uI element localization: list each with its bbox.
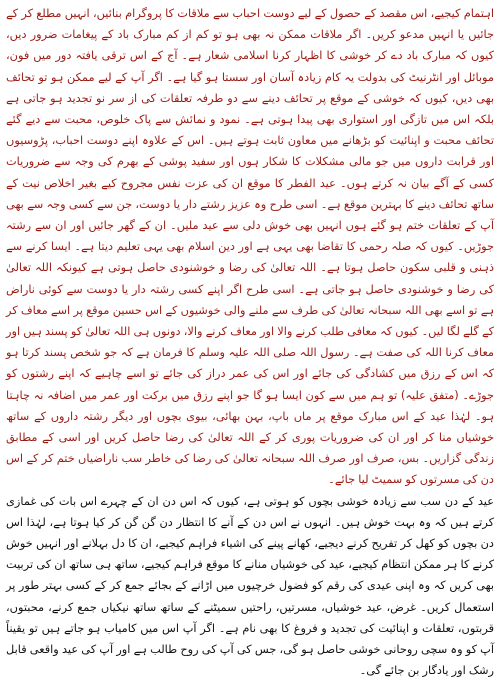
- article-paragraph-2: عید کے دن سب سے زیادہ خوشی بچوں کو ہوتی ہے، کیوں کہ اس دن ان کے چہرے اس بات کی غمازی کرتے ہیں کہ وہ بہت خوش ہیں۔ انہوں نے اس دن کے آنے کا انتظار دن گن گن کر کیا ہوتا ہے، لہٰذا اس دن بچوں کو کھل کر تفریح کرنے دیجیے، کھانے پینے کی اشیاء فراہم کیجیے، ان کا دل بہلانے اور انہیں خوش کرنے کا ہر ممکن انتظام کیجیے، عید کی خوشیاں منانے کا موقع فراہم کیجیے، ساتھ ہی ساتھ ان کی تربیت بھی کریں کہ وہ اپنی عیدی کی رقم کو فضول خرچیوں میں اڑانے کے بجائے جمع کر کے کسی بہتر طور پر استعمال کریں۔ غرض، عید خوشیاں، مسرتیں، راحتیں سمیٹنے کے ساتھ ساتھ نیکیاں جمع کرنے، محبتوں، قربتوں، تعلقات و اپنائیت کی تجدید و فروغ کا بھی نام ہے۔ اگر آپ اس میں کامیاب ہو جاتے ہیں تو یقیناً آپ کو وہ سچی روحانی خوشی حاصل ہو گی، جس کی آپ کی روح طالب ہے اور آپ کی عید واقعی قابل رشک اور یادگار بن جائے گی۔: [6, 493, 494, 678]
- article-paragraph-1: اہتمام کیجیے، اس مقصد کے حصول کے لیے دوست احباب سے ملاقات کا پروگرام بنائیں، انہیں مطلع کر کے جائیں یا انہیں مدعو کریں۔ اگر ملاقات ممکن نہ بھی ہو تو کم از کم مبارک باد کے پیغامات ضرور دیں، کیوں کہ مبارک باد دے کر خوشی کا اظہار کرنا اسلامی شعار ہے۔ آج کے اس ترقی یافتہ دور میں فون، موبائل اور انٹرنیٹ کی بدولت یہ کام زیادہ آسان اور سستا ہو گیا ہے۔ اگر آپ کے لیے ممکن ہو تو تحائف بھی دیں، کیوں کہ خوشی کے موقع پر تحائف دینے سے دو طرفہ تعلقات کی از سر نو تجدید ہو جاتی ہے بلکہ اس میں تازگی اور استواری بھی پیدا ہوتی ہے۔ نمود و نمائش سے پاک خلوص، محبت سے دیے گئے تحائف محبت و اپنائیت کو بڑھانے میں معاون ثابت ہوتے ہیں۔ اس کے علاوہ اپنے دوست احباب، پڑوسیوں اور قرابت داروں میں جو مالی مشکلات کا شکار ہوں اور سفید پوشی کے بھرم کی وجہ سے ضروریات کسی کے آگے بیان نہ کرتے ہوں۔ عید الفطر کا موقع ان کی عزت نفس مجروح کیے بغیر اخلاص نیت کے ساتھ تحائف دینے کا بہترین موقع ہے۔ اسی طرح وہ عزیز رشتے دار یا دوست، جن سے کسی وجہ سے بھی آپ کے تعلقات ختم ہو گئے ہوں انہیں بھی خوش دلی سے عید ملیں۔ ان کے گھر جائیں اور ان سے رشتہ جوڑیں۔ کیوں کہ صلہ رحمی کا تقاضا بھی یہی ہے اور دین اسلام بھی یہی تعلیم دیتا ہے۔ ایسا کرنے سے ذہنی و قلبی سکون حاصل ہوتا ہے۔ اللہ تعالیٰ کی رضا و خوشنودی حاصل ہوتی ہے کیونکہ اللہ تعالیٰ کی رضا و خوشنودی حاصل ہو جاتی ہے۔ اسی طرح اگر اپنے کسی رشتہ دار یا دوست سے کوئی ناراض ہے تو اسے بھی اللہ سبحانہ تعالیٰ کی طرف سے ملنے والی خوشیوں کے اس حسین موقع پر اسے معاف کر کے گلے لگا لیں۔ کیوں کہ معافی طلب کرنے والا اور معاف کرنے والا، دونوں ہی اللہ تعالیٰ کو پسند ہیں اور معاف کرنا اللہ کی صفت ہے۔ رسول اللہ صلی اللہ علیہ وسلم کا فرمان ہے کہ جو شخص پسند کرتا ہو کہ اس کے رزق میں کشادگی کی جائے اور اس کی عمر دراز کی جائے تو اسے چاہیے کہ اپنے رشتوں کو جوڑے۔ (متفق علیہ) تو ہم میں سے کون ایسا ہو گا جو اپنے رزق میں برکت اور عمر میں اضافہ نہ چاہتا ہو۔ لہٰذا عید کے اس مبارک موقع پر ماں باپ، بہن بھائی، بیوی بچوں اور دیگر رشتہ داروں کے ساتھ خوشیاں منا کر اور ان کی ضروریات پوری کر کے اللہ تعالیٰ کی رضا حاصل کریں اور اسی کے مطابق زندگی گزاریں۔ بس، صرف اور صرف اللہ سبحانہ تعالیٰ کی رضا کی خاطر سب ناراضیاں ختم کر کے اس دن کی مسرتوں کو سمیٹ لیا جائے۔: [6, 6, 494, 487]
